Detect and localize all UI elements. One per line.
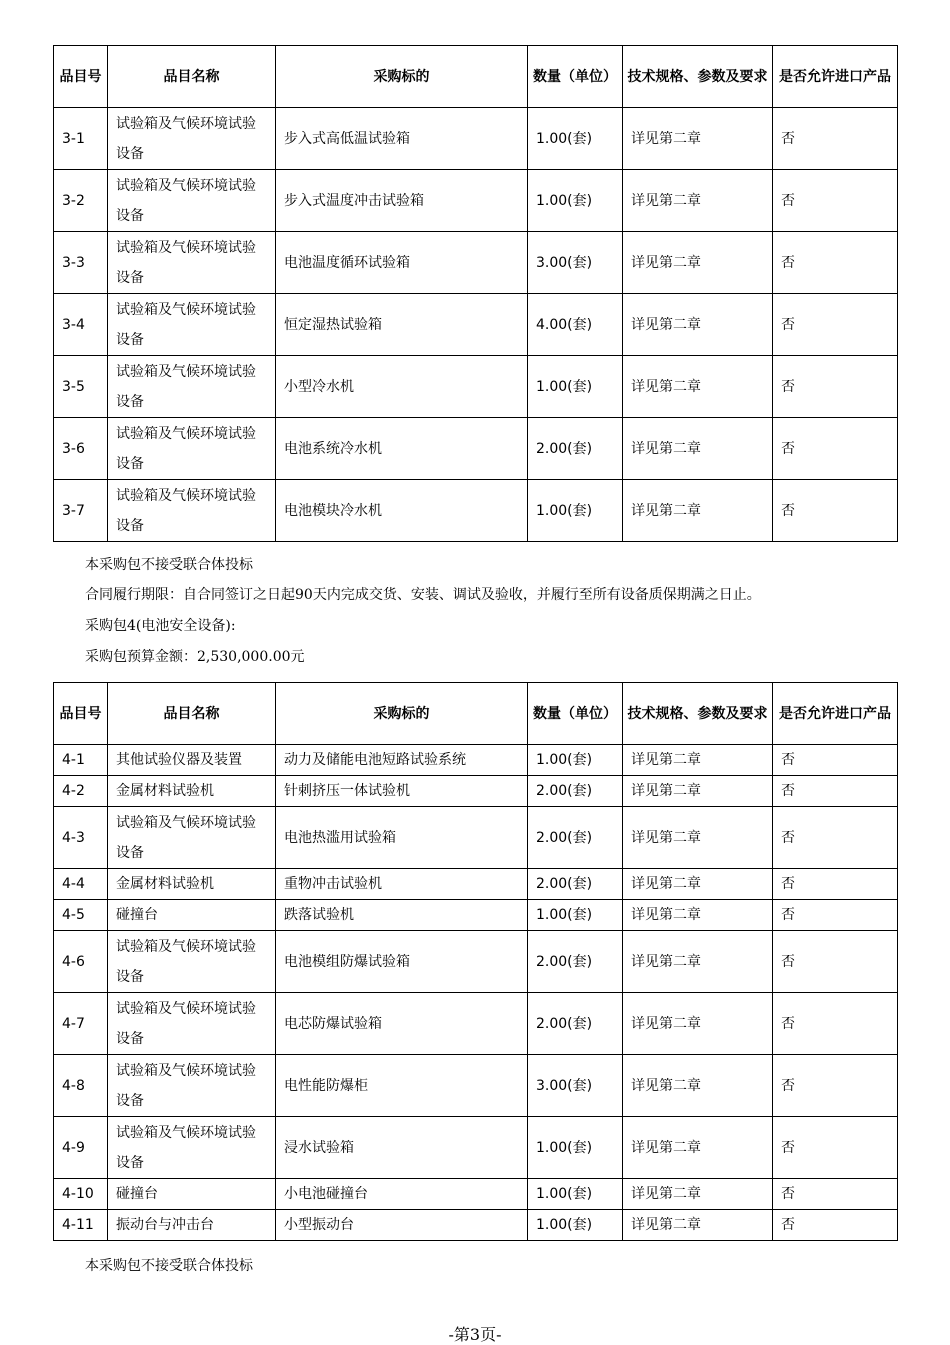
cell-qty: 1.00(套) [528, 900, 623, 931]
package4-items-table [53, 682, 898, 1241]
cell-qty: 3.00(套) [528, 232, 623, 294]
cell-spec: 详见第二章 [623, 776, 773, 807]
cell-category: 试验箱及气候环境试验设备 [108, 418, 276, 480]
cell-code: 4-4 [54, 869, 108, 900]
cell-spec: 详见第二章 [623, 294, 773, 356]
cell-category: 试验箱及气候环境试验设备 [108, 1117, 276, 1179]
cell-import: 否 [773, 1055, 898, 1117]
cell-code: 4-10 [54, 1179, 108, 1210]
cell-qty: 1.00(套) [528, 480, 623, 542]
header-item: 采购标的 [276, 683, 528, 745]
table-row [54, 108, 898, 170]
cell-import: 否 [773, 900, 898, 931]
cell-spec: 详见第二章 [623, 745, 773, 776]
cell-import: 否 [773, 1117, 898, 1179]
cell-spec: 详见第二章 [623, 807, 773, 869]
cell-item: 电池温度循环试验箱 [276, 232, 528, 294]
cell-category: 试验箱及气候环境试验设备 [108, 480, 276, 542]
cell-category: 试验箱及气候环境试验设备 [108, 294, 276, 356]
table-row [54, 1179, 898, 1210]
cell-qty: 1.00(套) [528, 1210, 623, 1241]
cell-code: 4-6 [54, 931, 108, 993]
cell-qty: 1.00(套) [528, 745, 623, 776]
table-row [54, 232, 898, 294]
cell-category: 试验箱及气候环境试验设备 [108, 108, 276, 170]
package3-items-table [53, 45, 898, 542]
cell-import: 否 [773, 993, 898, 1055]
cell-import: 否 [773, 356, 898, 418]
cell-spec: 详见第二章 [623, 993, 773, 1055]
package4-budget: 采购包预算金额：2,530,000.00元 [85, 649, 305, 665]
cell-code: 3-6 [54, 418, 108, 480]
cell-spec: 详见第二章 [623, 1055, 773, 1117]
table-row [54, 900, 898, 931]
table-row [54, 807, 898, 869]
header-spec: 技术规格、参数及要求 [623, 683, 773, 745]
cell-import: 否 [773, 480, 898, 542]
cell-item: 恒定湿热试验箱 [276, 294, 528, 356]
cell-code: 4-3 [54, 807, 108, 869]
cell-spec: 详见第二章 [623, 900, 773, 931]
cell-item: 针刺挤压一体试验机 [276, 776, 528, 807]
cell-item: 跌落试验机 [276, 900, 528, 931]
header-import: 是否允许进口产品 [773, 46, 898, 108]
cell-spec: 详见第二章 [623, 418, 773, 480]
header-code: 品目号 [54, 683, 108, 745]
cell-item: 电池热滥用试验箱 [276, 807, 528, 869]
cell-import: 否 [773, 869, 898, 900]
cell-qty: 1.00(套) [528, 108, 623, 170]
cell-category: 试验箱及气候环境试验设备 [108, 993, 276, 1055]
cell-import: 否 [773, 418, 898, 480]
page-number: -第3页- [448, 1325, 502, 1344]
cell-import: 否 [773, 931, 898, 993]
table-row [54, 170, 898, 232]
cell-category: 试验箱及气候环境试验设备 [108, 170, 276, 232]
cell-qty: 4.00(套) [528, 294, 623, 356]
cell-code: 3-1 [54, 108, 108, 170]
cell-qty: 1.00(套) [528, 356, 623, 418]
cell-item: 电池模组防爆试验箱 [276, 931, 528, 993]
table-row [54, 1117, 898, 1179]
table-row [54, 931, 898, 993]
cell-item: 电芯防爆试验箱 [276, 993, 528, 1055]
cell-item: 电性能防爆柜 [276, 1055, 528, 1117]
cell-import: 否 [773, 745, 898, 776]
cell-category: 试验箱及气候环境试验设备 [108, 807, 276, 869]
cell-category: 其他试验仪器及装置 [108, 745, 276, 776]
cell-category: 碰撞台 [108, 1179, 276, 1210]
cell-item: 电池系统冷水机 [276, 418, 528, 480]
cell-code: 3-3 [54, 232, 108, 294]
cell-category: 振动台与冲击台 [108, 1210, 276, 1241]
cell-category: 试验箱及气候环境试验设备 [108, 931, 276, 993]
table-row [54, 480, 898, 542]
no-consortium-note-2: 本采购包不接受联合体投标 [85, 1258, 253, 1274]
cell-code: 4-7 [54, 993, 108, 1055]
cell-item: 电池模块冷水机 [276, 480, 528, 542]
cell-spec: 详见第二章 [623, 108, 773, 170]
cell-category: 试验箱及气候环境试验设备 [108, 1055, 276, 1117]
package4-title: 采购包4(电池安全设备): [85, 618, 236, 634]
header-spec: 技术规格、参数及要求 [623, 46, 773, 108]
table-row [54, 1055, 898, 1117]
cell-code: 3-7 [54, 480, 108, 542]
cell-spec: 详见第二章 [623, 1210, 773, 1241]
cell-qty: 1.00(套) [528, 170, 623, 232]
table-row [54, 993, 898, 1055]
header-category: 品目名称 [108, 46, 276, 108]
cell-code: 4-11 [54, 1210, 108, 1241]
cell-category: 金属材料试验机 [108, 776, 276, 807]
header-item: 采购标的 [276, 46, 528, 108]
cell-qty: 1.00(套) [528, 1179, 623, 1210]
cell-qty: 2.00(套) [528, 931, 623, 993]
cell-import: 否 [773, 776, 898, 807]
cell-code: 3-2 [54, 170, 108, 232]
cell-code: 4-9 [54, 1117, 108, 1179]
table-row [54, 869, 898, 900]
cell-import: 否 [773, 232, 898, 294]
contract-period-note: 合同履行期限：自合同签订之日起90天内完成交货、安装、调试及验收，并履行至所有设备质保期满之日止。 [85, 587, 761, 603]
table-row [54, 745, 898, 776]
cell-code: 3-4 [54, 294, 108, 356]
cell-category: 碰撞台 [108, 900, 276, 931]
cell-item: 小型振动台 [276, 1210, 528, 1241]
header-import: 是否允许进口产品 [773, 683, 898, 745]
cell-import: 否 [773, 108, 898, 170]
cell-qty: 2.00(套) [528, 807, 623, 869]
cell-spec: 详见第二章 [623, 931, 773, 993]
header-code: 品目号 [54, 46, 108, 108]
cell-category: 试验箱及气候环境试验设备 [108, 356, 276, 418]
no-consortium-note-1: 本采购包不接受联合体投标 [85, 557, 253, 573]
table-row [54, 294, 898, 356]
cell-spec: 详见第二章 [623, 170, 773, 232]
cell-spec: 详见第二章 [623, 480, 773, 542]
cell-import: 否 [773, 1179, 898, 1210]
table-row [54, 776, 898, 807]
cell-code: 4-1 [54, 745, 108, 776]
cell-category: 金属材料试验机 [108, 869, 276, 900]
cell-item: 小型冷水机 [276, 356, 528, 418]
cell-code: 3-5 [54, 356, 108, 418]
cell-spec: 详见第二章 [623, 869, 773, 900]
cell-spec: 详见第二章 [623, 1179, 773, 1210]
cell-qty: 2.00(套) [528, 869, 623, 900]
table-row [54, 418, 898, 480]
cell-qty: 2.00(套) [528, 993, 623, 1055]
header-qty: 数量（单位） [528, 683, 623, 745]
cell-qty: 1.00(套) [528, 1117, 623, 1179]
cell-qty: 2.00(套) [528, 418, 623, 480]
cell-code: 4-2 [54, 776, 108, 807]
cell-code: 4-8 [54, 1055, 108, 1117]
cell-item: 浸水试验箱 [276, 1117, 528, 1179]
cell-import: 否 [773, 294, 898, 356]
table-row [54, 356, 898, 418]
cell-code: 4-5 [54, 900, 108, 931]
header-category: 品目名称 [108, 683, 276, 745]
cell-import: 否 [773, 170, 898, 232]
cell-item: 步入式温度冲击试验箱 [276, 170, 528, 232]
cell-item: 动力及储能电池短路试验系统 [276, 745, 528, 776]
cell-import: 否 [773, 807, 898, 869]
cell-qty: 3.00(套) [528, 1055, 623, 1117]
cell-spec: 详见第二章 [623, 356, 773, 418]
cell-item: 重物冲击试验机 [276, 869, 528, 900]
table-row [54, 1210, 898, 1241]
cell-item: 小电池碰撞台 [276, 1179, 528, 1210]
cell-item: 步入式高低温试验箱 [276, 108, 528, 170]
cell-spec: 详见第二章 [623, 1117, 773, 1179]
cell-qty: 2.00(套) [528, 776, 623, 807]
cell-spec: 详见第二章 [623, 232, 773, 294]
header-qty: 数量（单位） [528, 46, 623, 108]
cell-category: 试验箱及气候环境试验设备 [108, 232, 276, 294]
cell-import: 否 [773, 1210, 898, 1241]
